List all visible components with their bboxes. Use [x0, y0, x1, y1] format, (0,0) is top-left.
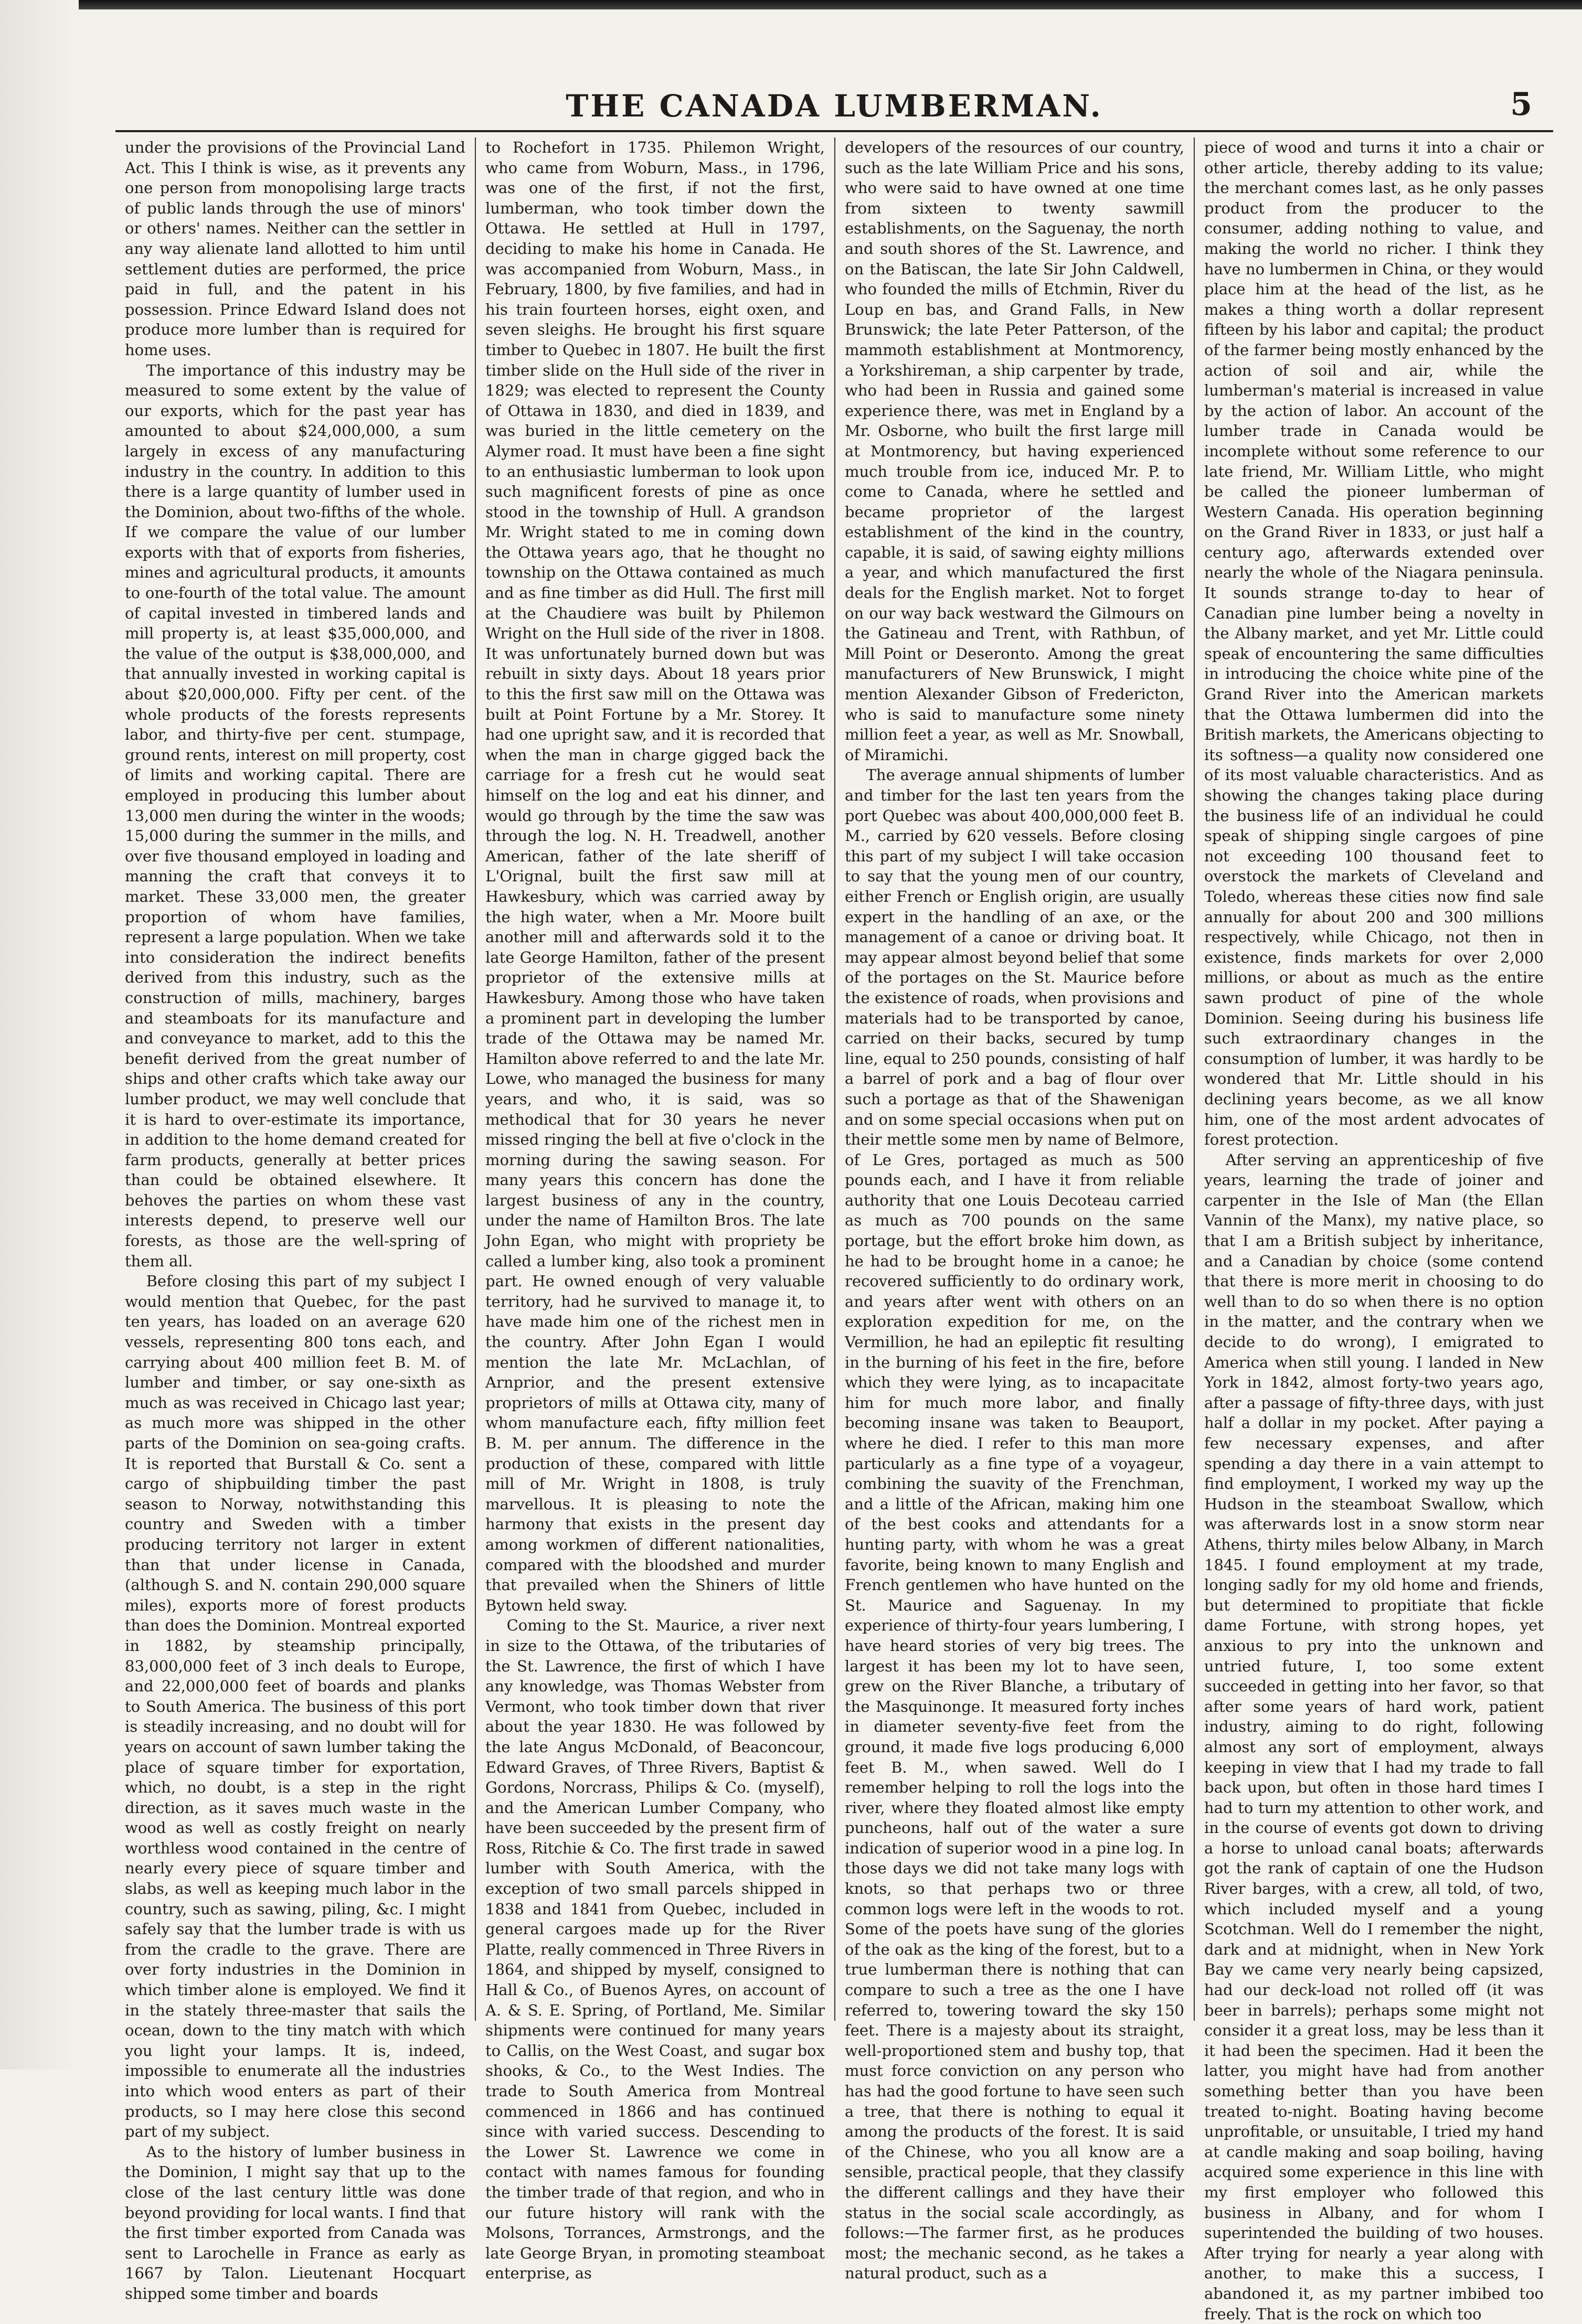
column-2	[475, 137, 834, 2283]
scan-edge-left	[0, 0, 79, 2070]
paragraph: to Rochefort in 1735. Philemon Wright, who came from Woburn, Mass., in 1796, was one of the first, if not the first, lumberman, who took timber down the Ottawa. He settled at Hull in 1797, deciding to make his home in Canada. He was accompanied from Woburn, Mass., in February, 1800, by five families, and had in his train fourteen horses, eight oxen, and seven sleighs. He brought his first square timber to Quebec in 1807. He built the first timber slide on the Hull side of the river in 1829; was elected to represent the County of Ottawa in 1830, and died in 1839, and was buried in the little cemetery on the Alymer road. It must have been a fine sight to an enthusiastic lumberman to look upon such magnificent forests of pine as once stood in the township of Hull. A grandson Mr. Wright stated to me in coming down the Ottawa years ago, that he thought no township on the Ottawa contained as much and as fine timber as did Hull. The first mill at the Chaudiere was built by Philemon Wright on the Hull side of the river in 1808. It was unfortunately burned down but was rebuilt in sixty days. About 18 years prior to this the first saw mill on the Ottawa was built at Point Fortune by a Mr. Storey. It had one upright saw, and it is recorded that when the man in charge gigged back the carriage for a fresh cut he would seat himself on the log and eat his dinner, and would go through by the time the saw was through the log. N. H. Treadwell, another American, father of the late sheriff of L'Orignal, built the first saw mill at Hawkesbury, which was carried away by the high water, when a Mr. Moore built another mill and afterwards sold it to the late George Hamilton, father of the present proprietor of the extensive mills at Hawkesbury. Among those who have taken a prominent part in developing the lumber trade of the Ottawa may be named Mr. Hamilton above referred to and the late Mr. Lowe, who managed the business for many years, and who, it is said, was so methodical that for 30 years he never missed ringing the bell at five o'clock in the morning during the sawing season. For many years this concern has done the largest business of any in the country, under the name of Hamilton Bros. The late John Egan, who might with propriety be called a lumber king, also took a prominent part. He owned enough of very valuable territory, had he survived to manage it, to have made him one of the richest men in the country. After John Egan I would mention the late Mr. McLachlan, of Arnprior, and the present extensive proprietors of mills at Ottawa city, many of whom manufacture each, fifty million feet B. M. per annum. The difference in the production of these, compared with little mill of Mr. Wright in 1808, is truly marvellous. It is pleasing to note the harmony that exists in the present day among workmen of different nationalities, compared with the bloodshed and murder that prevailed when the Shiners of little Bytown held sway.	[485, 138, 825, 1614]
paragraph: Before closing this part of my subject I would mention that Quebec, for the past ten years, has loaded on an average 620 vessels, representing 800 tons each, and carrying about 400 million feet B. M. of lumber and timber, or say one-sixth as much as was received in Chicago last year; as much more was shipped in the other parts of the Dominion on sea-going crafts. It is reported that Burstall & Co. sent a cargo of shipbuilding timber the past season to Norway, notwithstanding this country and Sweden with a timber producing territory not larger in extent than that under license in Canada, (although S. and N. contain 290,000 square miles), exports more of forest products than does the Dominion. Montreal exported in 1882, by steamship principally, 83,000,000 feet of 3 inch deals to Europe, and 22,000,000 feet of boards and planks to South America. The business of this port is steadily increasing, and no doubt will for years on account of sawn lumber taking the place of square timber for exportation, which, no doubt, is a step in the right direction, as it saves much waste in the wood as well as costly freight on nearly worthless wood contained in the centre of nearly every piece of square timber and slabs, as well as keeping much labor in the country, such as sawing, piling, &c. I might safely say that the lumber trade is with us from the cradle to the grave. There are over forty industries in the Dominion in which timber alone is employed. We find it in the stately three-master that sails the ocean, down to the tiny match with which you light your lamps. It is, indeed, impossible to enumerate all the industries into which wood enters as part of their products, so I may here close this second part of my subject.	[125, 1272, 465, 2141]
scan-edge-top	[0, 0, 1582, 9]
paragraph: developers of the resources of our country, such as the late William Price and his sons, who were said to have owned at one time from sixteen to twenty sawmill establishments, on the Saguenay, the north and south shores of the St. Lawrence, and on the Batiscan, the late Sir John Caldwell, who founded the mills of Etchmin, River du Loup en bas, and Grand Falls, in New Brunswick; the late Peter Patterson, of the mammoth establishment at Montmorency, a Yorkshireman, a ship carpenter by trade, who had been in Russia and gained some experience there, was met in England by a Mr. Osborne, who built the first large mill at Montmorency, but having experienced much trouble from ice, induced Mr. P. to come to Canada, where he settled and became proprietor of the largest establishment of the kind in the country, capable, it is said, of sawing eighty millions a year, and which manufactured the first deals for the English market. Not to forget on our way back westward the Gilmours on the Gatineau and Trent, with Rathbun, of Mill Point or Deseronto. Among the great manufacturers of New Brunswick, I might mention Alexander Gibson of Fredericton, who is said to manufacture some ninety million feet a year, as well as Mr. Snowball, of Miramichi.	[845, 138, 1184, 764]
page-number: 5	[1510, 86, 1532, 123]
paragraph: The average annual shipments of lumber and timber for the last ten years from the port Quebec was about 400,000,000 feet B. M., carried by 620 vessels. Before closing this part of my subject I will take occasion to say that the young men of our country, either French or English origin, are usually expert in the handling of an axe, or the management of a canoe or driving boat. It may appear almost beyond belief that some of the portages on the St. Maurice before the existence of roads, when provisions and materials had to be transported by canoe, carried on their backs, secured by tump line, equal to 250 pounds, consisting of half a barrel of pork and a bag of flour over such a portage as that of the Shawenigan and on some special occasions when put on their mettle some men by name of Belmore, of Le Gres, portaged as much as 500 pounds each, and I have it from reliable authority that one Louis Decoteau carried as much as 700 pounds on the same portage, but the effort broke him down, as he had to be brought home in a canoe; he recovered sufficiently to do ordinary work, and years after went with others on an exploration expedition for me, on the Vermillion, he had an epileptic fit resulting in the burning of his feet in the fire, before which they were lying, as to incapacitate him for much more labor, and finally becoming insane was taken to Beauport, where he died. I refer to this man more particularly as a fine type of a voyageur, combining the suavity of the Frenchman, and a little of the African, making him one of the best cooks and attendants for a hunting party, with whom he was a great favorite, being known to many English and French gentlemen who have hunted on the St. Maurice and Saguenay. In my experience of thirty-four years lumbering, I have heard stories of very big trees. The largest it has been my lot to have seen, grew on the River Blanche, a tributary of the Masquinonge. It measured forty inches in diameter seventy-five feet from the ground, it made five logs producing 6,000 feet B. M., when sawed. Well do I remember helping to roll the logs into the river, where they floated almost like empty puncheons, half out of the water a sure indication of superior wood in a pine log. In those days we did not take many logs with knots, so that perhaps two or three common logs were left in the woods to rot. Some of the poets have sung of the glories of the oak as the king of the forest, but to a true lumberman there is nothing that can compare to such a tree as the one I have referred to, towering toward the sky 150 feet. There is a majesty about its straight, well-proportioned stem and bushy top, that must force conviction on any person who has had the good fortune to have seen such a tree, that there is nothing to equal it among the products of the forest. It is said of the Chinese, who you all know are a sensible, practical people, that they classify the different callings and they have their status in the social scale accordingly, as follows:—The farmer first, as he produces most; the mechanic second, as he takes a natural product, such as a	[845, 766, 1184, 2283]
paragraph: piece of wood and turns it into a chair or other article, thereby adding to its value; the merchant comes last, as he only passes product from the producer to the consumer, adding nothing to value, and making the world no richer. I think they have no lumbermen in China, or they would place him at the head of the list, as he makes a thing worth a dollar represent fifteen by his labor and capital; the product of the farmer being mostly enhanced by the action of soil and air, while the lumberman's material is increased in value by the action of labor. An account of the lumber trade in Canada would be incomplete without some reference to our late friend, Mr. William Little, who might be called the pioneer lumberman of Western Canada. His operation beginning on the Grand River in 1833, or just half a century ago, afterwards extended over nearly the whole of the Niagara peninsula. It sounds strange to-day to hear of Canadian pine lumber being a novelty in the Albany market, and yet Mr. Little could speak of encountering the same difficulties in introducing the choice white pine of the Grand River into the American markets that the Ottawa lumbermen did into the British markets, the Americans objecting to its softness—a quality now considered one of its most valuable characteristics. And as showing the changes taking place during the business life of an individual he could speak of shipping single cargoes of pine not exceeding 100 thousand feet to overstock the markets of Cleveland and Toledo, whereas these cities now find sale annually for about 200 and 300 millions respectively, while Chicago, not then in existence, finds markets for over 2,000 millions, or about as much as the entire sawn product of pine of the whole Dominion. Seeing during his business life such extraordinary changes in the consumption of lumber, it was hardly to be wondered that Mr. Little should in his declining years become, as we all know him, one of the most ardent advocates of forest protection.	[1204, 138, 1544, 1149]
paragraph: The importance of this industry may be measured to some extent by the value of our exports, which for the past year has amounted to about $24,000,000, a sum largely in excess of any manufacturing industry in the country. In addition to this there is a large quantity of lumber used in the Dominion, about two-fifths of the whole. If we compare the value of our lumber exports with that of exports from fisheries, mines and agricultural products, it amounts to one-fourth of the total value. The amount of capital invested in timbered lands and mill property is, at least $35,000,000, and the value of the output is $38,000,000, and that annually invested in working capital is about $20,000,000. Fifty per cent. of the whole products of the forests represents labor, and thirty-five per cent. stumpage, ground rents, interest on mill property, cost of limits and working capital. There are employed in producing this lumber about 13,000 men during the winter in the woods; 15,000 during the summer in the mills, and over five thousand employed in loading and manning the craft that conveys it to market. These 33,000 men, the greater proportion of whom have families, represent a large population. When we take into consideration the indirect benefits derived from this industry, such as the construction of mills, machinery, barges and steamboats for its manufacture and and conveyance to market, add to this the benefit derived from the great number of ships and other crafts which take away our lumber product, we may well conclude that it is hard to over-estimate its importance, in addition to the home demand created for farm products, generally at better prices than could be obtained elsewhere. It behoves the parties on whom these vast interests depend, to preserve well our forests, as those are the well-spring of them all.	[125, 361, 465, 1270]
column-1	[115, 137, 475, 2302]
article-columns	[115, 137, 1553, 2323]
paragraph: As to the history of lumber business in the Dominion, I might say that up to the close of the last century little was done beyond providing for local wants. I find that the first timber exported from Canada was sent to Larochelle in France as early as 1667 by Talon. Lieutenant Hocquart shipped some timber and boards	[125, 2142, 465, 2302]
header-rule	[115, 130, 1553, 132]
paragraph: Coming to the St. Maurice, a river next in size to the Ottawa, of the tributaries of the St. Lawrence, the first of which I have any knowledge, was Thomas Webster from Vermont, who took timber down that river about the year 1830. He was followed by the late Angus McDonald, of Beaconcour, Edward Graves, of Three Rivers, Baptist & Gordons, Norcrass, Philips & Co. (myself), and the American Lumber Company, who have been succeeded by the present firm of Ross, Ritchie & Co. The first trade in sawed lumber with South America, with the exception of two small parcels shipped in 1838 and 1841 from Quebec, included in general cargoes made up for the River Platte, really commenced in Three Rivers in 1864, and shipped by myself, consigned to Hall & Co., of Buenos Ayres, on account of A. & S. E. Spring, of Portland, Me. Similar shipments were continued for many years to Callis, on the West Coast, and sugar box shooks, & Co., to the West Indies. The trade to South America from Montreal commenced in 1866 and has continued since with varied success. Descending to the Lower St. Lawrence we come in contact with names famous for founding the timber trade of that region, and who in our future history will rank with the Molsons, Torrances, Armstrongs, and the late George Bryan, in promoting steamboat enterprise, as	[485, 1616, 825, 2283]
column-4	[1194, 137, 1553, 2323]
paragraph: under the provisions of the Provincial Land Act. This I think is wise, as it prevents any one person from monopolising large tracts of public lands through the use of minors' or others' names. Neither can the settler in any way alienate land allotted to him until settlement duties are performed, the price paid in full, and the patent in his possession. Prince Edward Island does not produce more lumber than is required for home uses.	[125, 138, 465, 359]
masthead	[121, 79, 1548, 126]
column-3	[834, 137, 1194, 2283]
newspaper-title: THE CANADA LUMBERMAN.	[566, 88, 1103, 124]
paragraph: After serving an apprenticeship of five years, learning the trade of joiner and carpenter in the Isle of Man (the Ellan Vannin of the Manx), my native place, so that I am a British subject by inheritance, and a Canadian by choice (some contend that there is more merit in choosing to do well than to do so when there is no option in the matter, and the contrary when we decide to do wrong), I emigrated to America when still young. I landed in New York in 1842, almost forty-two years ago, after a passage of fifty-three days, with just half a dollar in my pocket. After paying a few necessary expenses, and after spending a day there in a vain attempt to find employment, I worked my way up the Hudson in the steamboat Swallow, which was afterwards lost in a snow storm near Athens, thirty miles below Albany, in March 1845. I found employment at my trade, longing sadly for my old home and friends, but determined to propitiate that fickle dame Fortune, with strong hopes, yet anxious to pry into the unknown and untried future, I, too some extent succeeded in getting into her favor, so that after some years of hard work, patient industry, aiming to do right, following almost any sort of employment, always keeping in view that I had my trade to fall back upon, but often in those hard times I had to turn my attention to other work, and in the course of events got down to driving a horse to unload canal boats; afterwards got the rank of captain of one the Hudson River barges, with a crew, all told, of two, which included myself and a young Scotchman. Well do I remember the night, dark and at midnight, when in New York Bay we came very nearly being capsized, had our deck-load not rolled off (it was beer in barrels); perhaps some might not consider it a great loss, may be less than it it had been the specimen. Had it been the latter, you might have had from another something better than you have been treated to-night. Boating having become unprofitable, or unsuitable, I tried my hand at candle making and soap boiling, having acquired some experience in this line with my first employer who followed this business in Albany, and for whom I superintended the building of two houses. After trying for nearly a year along with another, to make this a success, I abandoned it, as my partner imbibed too freely. That is the rock on which too	[1204, 1150, 1544, 2323]
